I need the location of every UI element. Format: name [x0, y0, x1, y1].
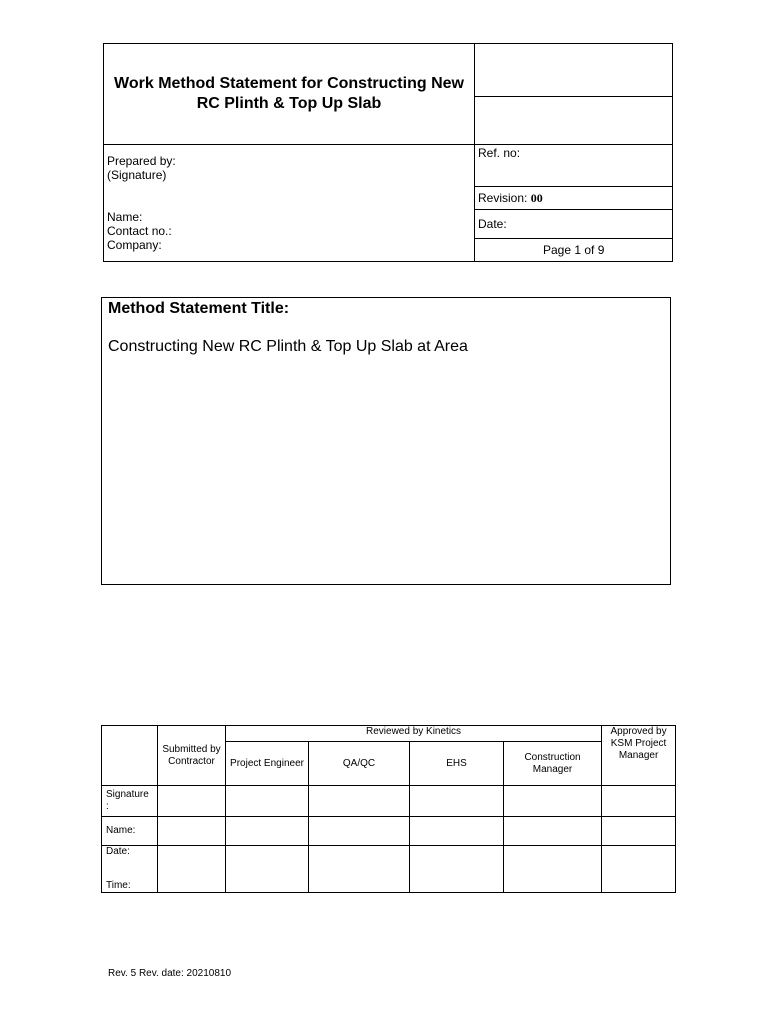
- name-cell[interactable]: [158, 817, 226, 846]
- signature-cell[interactable]: [410, 786, 504, 817]
- header-divider-vertical: [474, 44, 475, 261]
- header-divider-horizontal: [104, 144, 672, 145]
- company-label: Company:: [107, 238, 162, 252]
- reviewer-header: Project Engineer: [226, 742, 309, 786]
- reviewer-header: QA/QC: [309, 742, 410, 786]
- document-title: [104, 44, 474, 144]
- prepared-by-label: Prepared by:: [107, 154, 176, 168]
- document-title-line-1: Work Method Statement for Constructing New: [114, 75, 464, 92]
- name-label: Name:: [107, 210, 143, 224]
- name-cell[interactable]: [410, 817, 504, 846]
- date-time-cell[interactable]: [226, 846, 309, 893]
- date-label: Date:: [478, 217, 507, 231]
- signature-row-label: Signature :: [102, 786, 158, 817]
- approved-by-header: Approved by KSM Project Manager: [602, 726, 676, 786]
- method-statement-label: Method Statement Title:: [108, 300, 290, 317]
- date-row-label: Date:: [106, 846, 130, 857]
- signature-label: (Signature): [107, 168, 167, 182]
- header-divider-right-4: [474, 238, 672, 239]
- date-time-cell[interactable]: [309, 846, 410, 893]
- header-divider-right-2: [474, 186, 672, 187]
- signature-cell[interactable]: [309, 786, 410, 817]
- reviewed-by-header: Reviewed by Kinetics: [226, 726, 602, 742]
- contact-no-label: Contact no.:: [107, 224, 172, 238]
- table-row: [102, 786, 676, 817]
- name-cell[interactable]: [309, 817, 410, 846]
- table-corner-cell: [102, 726, 158, 786]
- date-time-cell[interactable]: [410, 846, 504, 893]
- footer-revision: Rev. 5 Rev. date: 20210810: [108, 968, 232, 979]
- page-number: Page 1 of 9: [543, 243, 605, 257]
- signature-cell[interactable]: [602, 786, 676, 817]
- signature-cell[interactable]: [504, 786, 602, 817]
- revision-field: [478, 191, 543, 205]
- signature-cell[interactable]: [226, 786, 309, 817]
- ref-no-label: Ref. no:: [478, 146, 521, 160]
- name-row-label: Name:: [102, 817, 158, 846]
- name-cell[interactable]: [226, 817, 309, 846]
- method-statement-title: Constructing New RC Plinth & Top Up Slab at Area: [108, 338, 468, 355]
- table-row: [102, 817, 676, 846]
- submitted-by-header: Submitted by Contractor: [158, 726, 226, 786]
- header-divider-right-1: [474, 96, 672, 97]
- revision-label: Revision:: [478, 191, 528, 205]
- approval-table: [101, 725, 675, 892]
- document-header: [103, 43, 673, 262]
- header-divider-right-3: [474, 209, 672, 210]
- date-time-cell[interactable]: [504, 846, 602, 893]
- name-cell[interactable]: [504, 817, 602, 846]
- revision-value: 00: [530, 191, 543, 205]
- method-statement-box: [101, 297, 671, 585]
- date-time-row-label: [102, 846, 158, 893]
- date-time-cell[interactable]: [158, 846, 226, 893]
- table-row: [102, 846, 676, 893]
- date-time-cell[interactable]: [602, 846, 676, 893]
- time-row-label: Time:: [106, 880, 131, 891]
- signature-cell[interactable]: [158, 786, 226, 817]
- reviewer-header: Construction Manager: [504, 742, 602, 786]
- document-title-line-2: RC Plinth & Top Up Slab: [196, 95, 382, 112]
- name-cell[interactable]: [602, 817, 676, 846]
- reviewer-header: EHS: [410, 742, 504, 786]
